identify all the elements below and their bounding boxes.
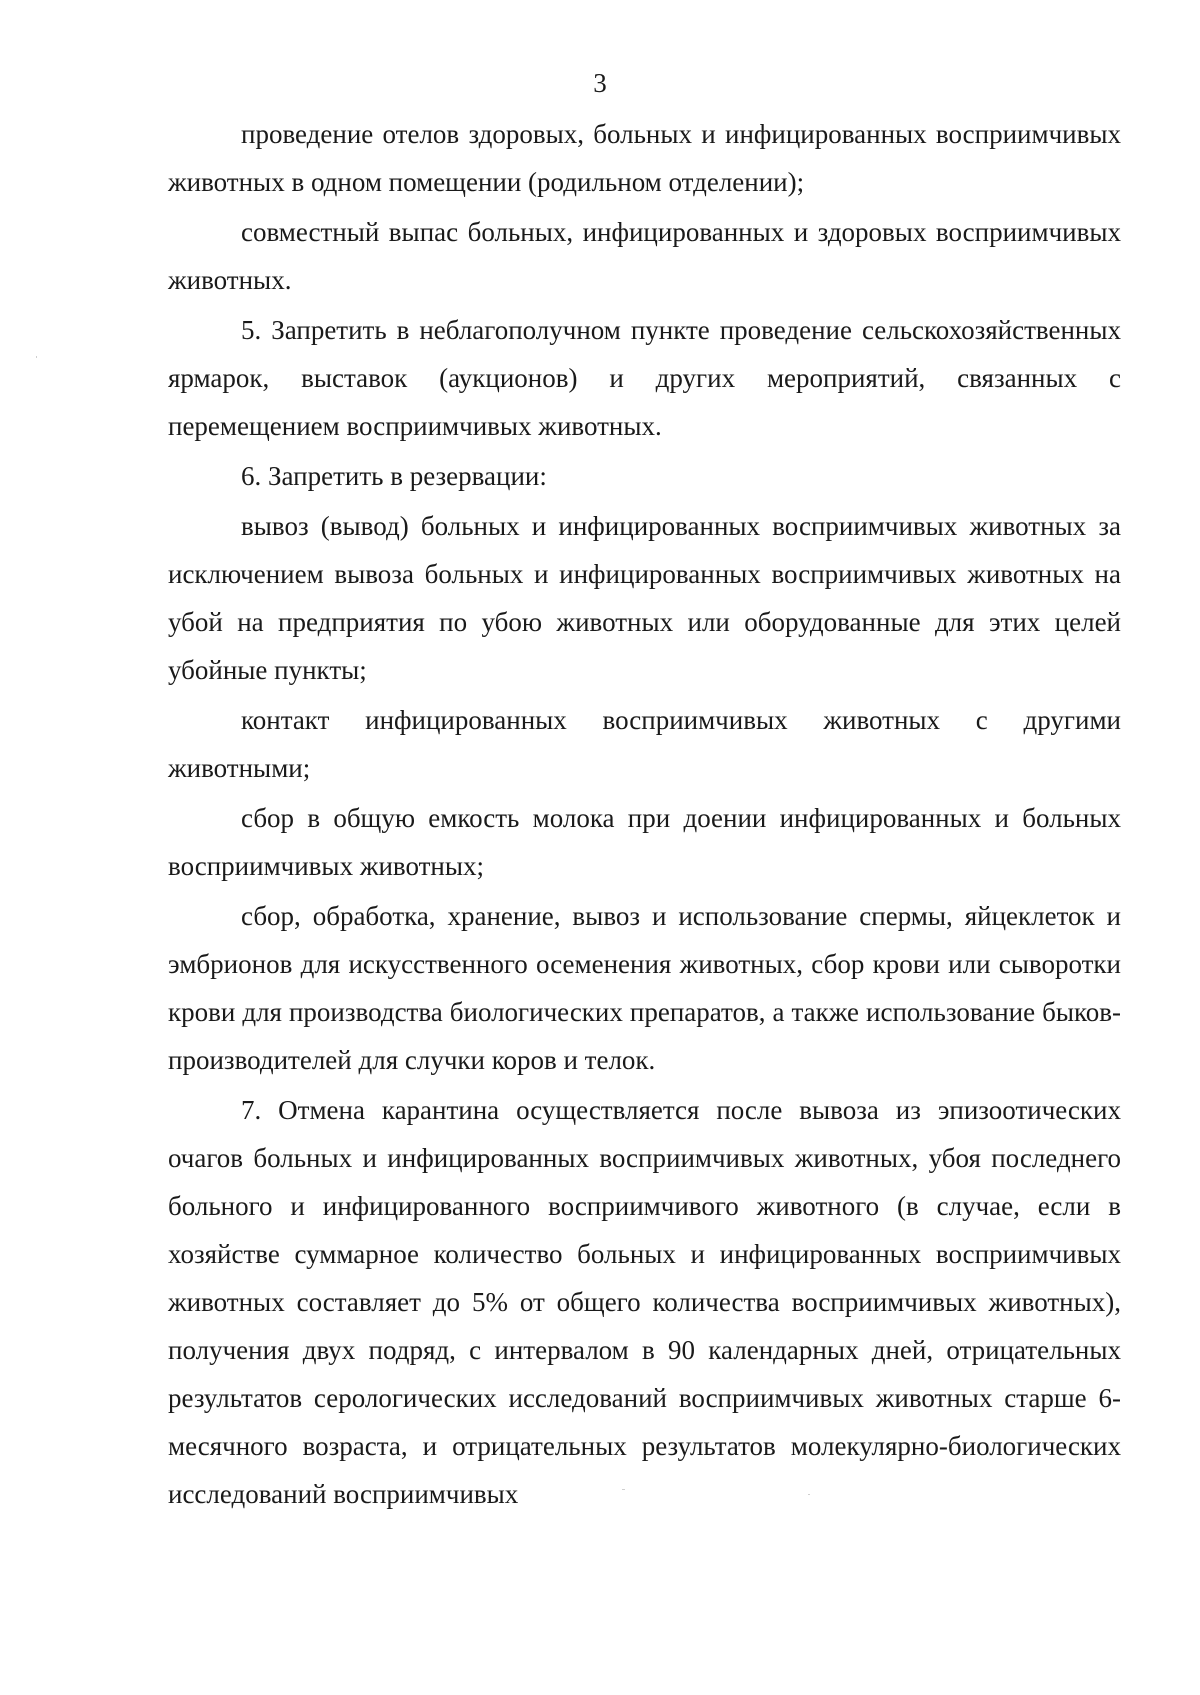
paragraph-sperm-embryos: сбор, обработка, хранение, вывоз и использование спермы, яйцеклеток и эмбрионов для искусственного осеменения животных, сбор крови или сыворотки крови для производства биологических препаратов, а также использование быков-производителей для случки коров и телок. [168, 901, 1121, 1075]
paragraph-contact: контакт инфицированных восприимчивых животных с другими животными; [168, 705, 1121, 783]
scan-mark [36, 356, 37, 358]
scan-mark [622, 1489, 625, 1490]
scan-mark [808, 1494, 810, 1495]
paragraph-item-5: 5. Запретить в неблагополучном пункте проведение сельскохозяйственных ярмарок, выставок (аукционов) и других мероприятий, связанных с перемещением восприимчивых животных. [168, 315, 1121, 441]
paragraph-milk-collection: сбор в общую емкость молока при доении инфицированных и больных восприимчивых животных; [168, 803, 1121, 881]
document-body [168, 110, 1121, 1518]
paragraph-removal: вывоз (вывод) больных и инфицированных восприимчивых животных за исключением вывоза больных и инфицированных восприимчивых животных на убой на предприятия по убою животных или оборудованные для этих целей убойные пункты; [168, 511, 1121, 685]
paragraph-item-7: 7. Отмена карантина осуществляется после вывоза из эпизоотических очагов больных и инфицированных восприимчивых животных, убоя последнего больного и инфицированного восприимчивого животного (в случае, если в хозяйстве суммарное количество больных и инфицированных восприимчивых животных составляет до 5% от общего количества восприимчивых животных), получения двух подряд, с интервалом в 90 календарных дней, отрицательных результатов серологических исследований восприимчивых животных старше 6-месячного возраста, и отрицательных результатов молекулярно-биологических исследований восприимчивых [168, 1095, 1121, 1509]
paragraph-calving: проведение отелов здоровых, больных и инфицированных восприимчивых животных в одном помещении (родильном отделении); [168, 119, 1121, 197]
paragraph-grazing: совместный выпас больных, инфицированных и здоровых восприимчивых животных. [168, 217, 1121, 295]
page-number: 3 [593, 68, 607, 98]
paragraph-item-6-heading: 6. Запретить в резервации: [241, 461, 547, 491]
